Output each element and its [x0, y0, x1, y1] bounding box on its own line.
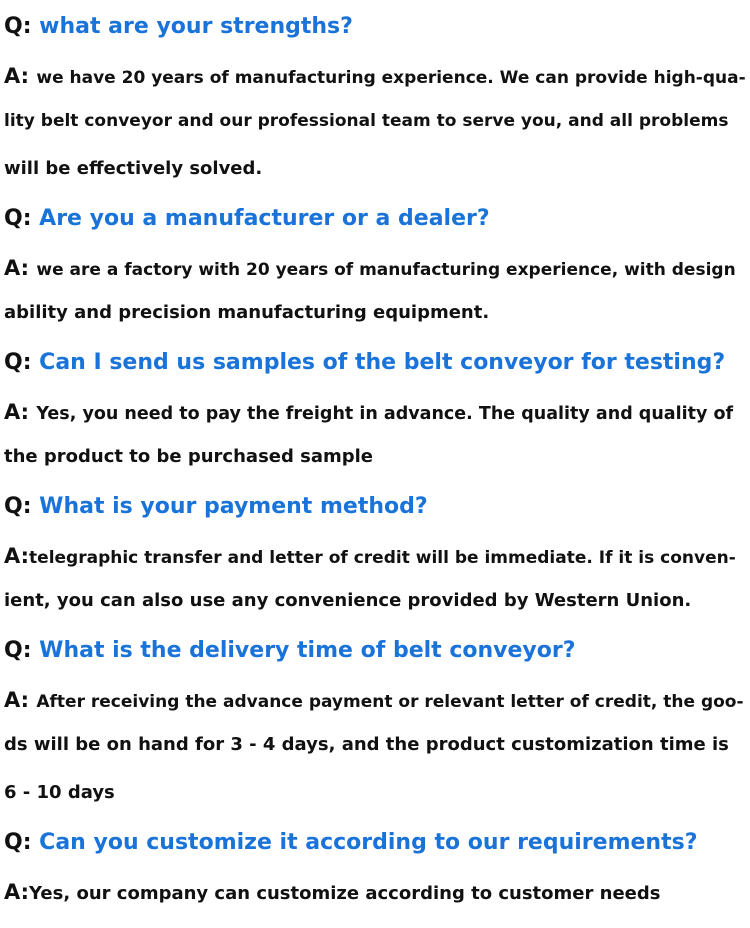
faq-answer-6-line-1 — [4, 880, 660, 904]
faq-answer-2-line-1 — [4, 256, 736, 280]
faq-answer-5-line-1 — [4, 688, 744, 712]
question-text: Are you a manufacturer or a dealer? — [39, 206, 490, 231]
answer-text: we are a factory with 20 years of manufacturing experience, with design — [36, 260, 736, 280]
answer-text: Yes, our company can customize according to customer needs — [29, 883, 661, 904]
answer-prefix: A: — [4, 64, 37, 88]
answer-prefix: A: — [4, 880, 30, 904]
faq-question-5 — [4, 638, 575, 663]
question-prefix: Q: — [4, 830, 40, 855]
question-prefix: Q: — [4, 638, 40, 663]
faq-answer-4-line-2: ient, you can also use any convenience provided by Western Union. — [4, 590, 692, 611]
faq-question-1 — [4, 14, 353, 39]
faq-answer-5-line-2: ds will be on hand for 3 - 4 days, and the product customization time is — [4, 734, 729, 755]
question-text: what are your strengths? — [39, 14, 353, 39]
faq-question-4 — [4, 494, 428, 519]
faq-answer-5-line-3: 6 - 10 days — [4, 782, 115, 803]
answer-text: telegraphic transfer and letter of credit will be immediate. If it is conven- — [29, 548, 736, 568]
faq-answer-1-line-1 — [4, 64, 746, 88]
faq-answer-3-line-2: the product to be purchased sample — [4, 446, 374, 467]
question-text: What is the delivery time of belt conveyor? — [39, 638, 576, 663]
faq-answer-1-line-3: will be effectively solved. — [4, 158, 263, 179]
answer-prefix: A: — [4, 256, 37, 280]
answer-text: we have 20 years of manufacturing experience. We can provide high-qua- — [36, 68, 746, 88]
faq-question-3 — [4, 350, 725, 375]
question-prefix: Q: — [4, 14, 40, 39]
answer-text: After receiving the advance payment or relevant letter of credit, the goo- — [36, 692, 744, 712]
question-prefix: Q: — [4, 350, 40, 375]
faq-answer-2-line-2: ability and precision manufacturing equipment. — [4, 302, 490, 323]
faq-question-6 — [4, 830, 697, 855]
question-text: Can I send us samples of the belt conveyor for testing? — [39, 350, 726, 375]
answer-prefix: A: — [4, 400, 37, 424]
faq-answer-4-line-1 — [4, 544, 736, 568]
question-text: Can you customize it according to our requirements? — [39, 830, 698, 855]
faq-question-2 — [4, 206, 490, 231]
faq-answer-1-line-2: lity belt conveyor and our professional team to serve you, and all problems — [4, 111, 729, 131]
question-prefix: Q: — [4, 494, 40, 519]
faq-answer-3-line-1 — [4, 400, 733, 424]
question-prefix: Q: — [4, 206, 40, 231]
answer-text: Yes, you need to pay the freight in advance. The quality and quality of — [36, 404, 734, 424]
answer-prefix: A: — [4, 688, 37, 712]
answer-prefix: A: — [4, 544, 30, 568]
question-text: What is your payment method? — [39, 494, 428, 519]
